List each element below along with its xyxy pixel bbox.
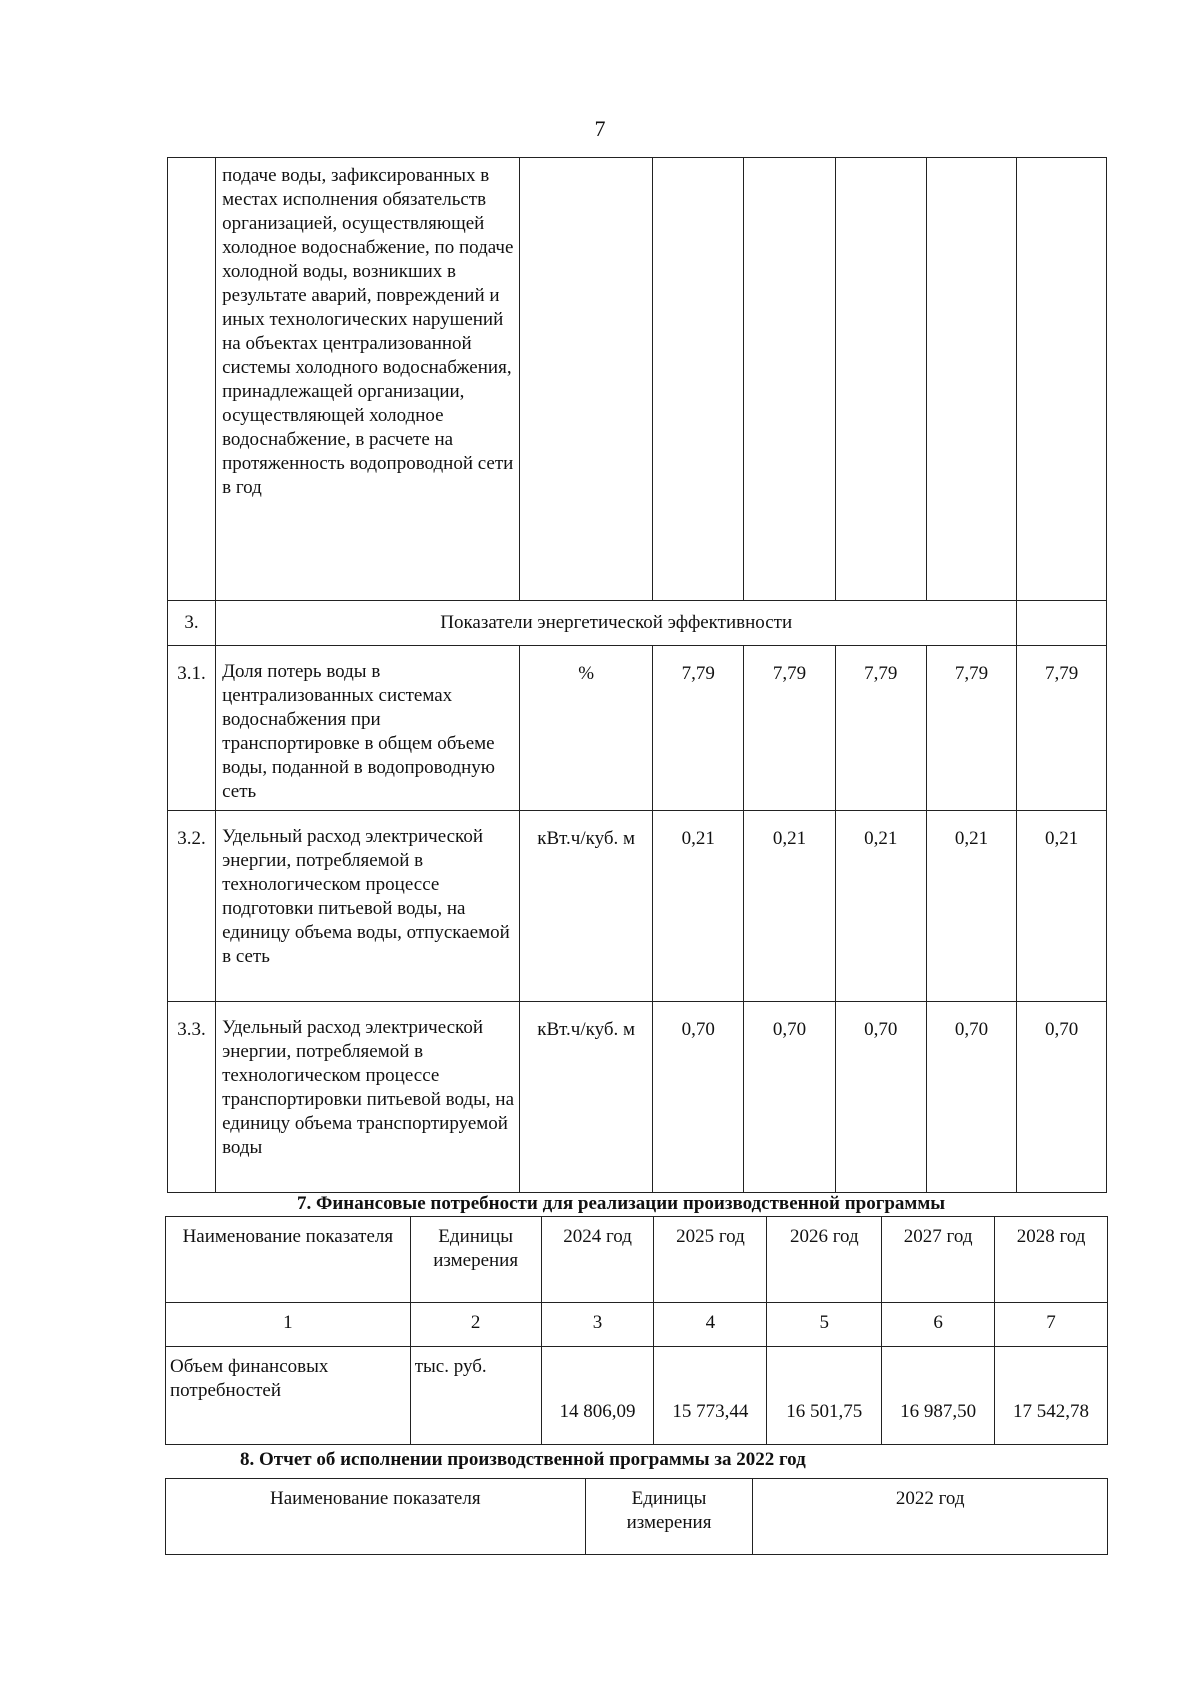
section-number: 3. <box>168 601 216 646</box>
header-row <box>166 1479 1108 1555</box>
value-cell: 7,79 <box>744 646 836 811</box>
indicator-name: Удельный расход электрической энергии, потребляемой в технологическом процессе транспортировки питьевой воды, на единицу объема транспортируемой воды <box>216 1002 520 1193</box>
unit-cell <box>519 158 652 601</box>
row-number-cell <box>168 158 216 601</box>
execution-report-table <box>165 1478 1108 1555</box>
column-header: Единицы измерения <box>585 1479 753 1555</box>
column-header: Наименование показателя <box>166 1479 586 1555</box>
value-cell <box>653 158 744 601</box>
column-header: 2027 год <box>882 1217 995 1303</box>
unit-cell: кВт.ч/куб. м <box>519 811 652 1002</box>
column-header: Единицы измерения <box>410 1217 541 1303</box>
row-number: 3.1. <box>168 646 216 811</box>
column-number: 2 <box>410 1303 541 1347</box>
value-cell <box>835 158 926 601</box>
unit-cell: кВт.ч/куб. м <box>519 1002 652 1193</box>
value-cell: 7,79 <box>926 646 1017 811</box>
value-cell <box>1017 601 1107 646</box>
section-title: Показатели энергетической эффективности <box>216 601 1017 646</box>
value-cell: 7,79 <box>835 646 926 811</box>
indicator-name: Удельный расход электрической энергии, потребляемой в технологическом процессе подготовки питьевой воды, на единицу объема воды, отпускаемой в сеть <box>216 811 520 1002</box>
indicator-name: Объем финансовых потребностей <box>166 1347 411 1445</box>
column-header: Наименование показателя <box>166 1217 411 1303</box>
value-cell: 15 773,44 <box>654 1347 767 1445</box>
column-number-row <box>166 1303 1108 1347</box>
page-number: 7 <box>594 116 606 141</box>
row-number: 3.2. <box>168 811 216 1002</box>
unit-cell: тыс. руб. <box>410 1347 541 1445</box>
column-header: 2026 год <box>767 1217 882 1303</box>
table-row <box>168 646 1107 811</box>
column-number: 5 <box>767 1303 882 1347</box>
column-number: 1 <box>166 1303 411 1347</box>
column-header: 2025 год <box>654 1217 767 1303</box>
column-number: 6 <box>882 1303 995 1347</box>
table-row <box>168 1002 1107 1193</box>
value-cell: 0,21 <box>1017 811 1107 1002</box>
column-number: 7 <box>995 1303 1108 1347</box>
value-cell: 0,21 <box>744 811 836 1002</box>
column-header: 2022 год <box>753 1479 1108 1555</box>
value-cell: 0,21 <box>835 811 926 1002</box>
table-row <box>168 158 1107 601</box>
value-cell: 0,70 <box>744 1002 836 1193</box>
value-cell: 7,79 <box>653 646 744 811</box>
energy-indicators-table <box>167 157 1107 1193</box>
value-cell: 0,70 <box>653 1002 744 1193</box>
value-cell: 16 501,75 <box>767 1347 882 1445</box>
section-header-row <box>168 601 1107 646</box>
value-cell: 0,70 <box>926 1002 1017 1193</box>
indicator-name: Доля потерь воды в централизованных системах водоснабжения при транспортировке в общем объеме воды, поданной в водопроводную сеть <box>216 646 520 811</box>
column-header: 2024 год <box>541 1217 654 1303</box>
value-cell: 0,21 <box>653 811 744 1002</box>
value-cell: 17 542,78 <box>995 1347 1108 1445</box>
table-row <box>166 1347 1108 1445</box>
indicator-name: подаче воды, зафиксированных в местах исполнения обязательств организацией, осуществляющей холодное водоснабжение, по подаче холодной воды, возникших в результате аварий, повреждений и иных технологических нарушений на объектах централизованной системы холодного водоснабжения, принадлежащей организации, осуществляющей холодное водоснабжение, в расчете на протяженность водопроводной сети в год <box>216 158 520 601</box>
value-cell: 16 987,50 <box>882 1347 995 1445</box>
value-cell <box>926 158 1017 601</box>
column-number: 3 <box>541 1303 654 1347</box>
value-cell: 7,79 <box>1017 646 1107 811</box>
value-cell: 14 806,09 <box>541 1347 654 1445</box>
value-cell <box>1017 158 1107 601</box>
financial-needs-table <box>165 1216 1108 1445</box>
section-8-heading: 8. Отчет об исполнении производственной программы за 2022 год <box>240 1449 806 1470</box>
row-number: 3.3. <box>168 1002 216 1193</box>
value-cell: 0,70 <box>835 1002 926 1193</box>
section-7-heading: 7. Финансовые потребности для реализации производственной программы <box>297 1193 946 1214</box>
value-cell: 0,21 <box>926 811 1017 1002</box>
column-number: 4 <box>654 1303 767 1347</box>
value-cell <box>744 158 836 601</box>
value-cell: 0,70 <box>1017 1002 1107 1193</box>
unit-cell: % <box>519 646 652 811</box>
table-row <box>168 811 1107 1002</box>
column-header: 2028 год <box>995 1217 1108 1303</box>
header-row <box>166 1217 1108 1303</box>
